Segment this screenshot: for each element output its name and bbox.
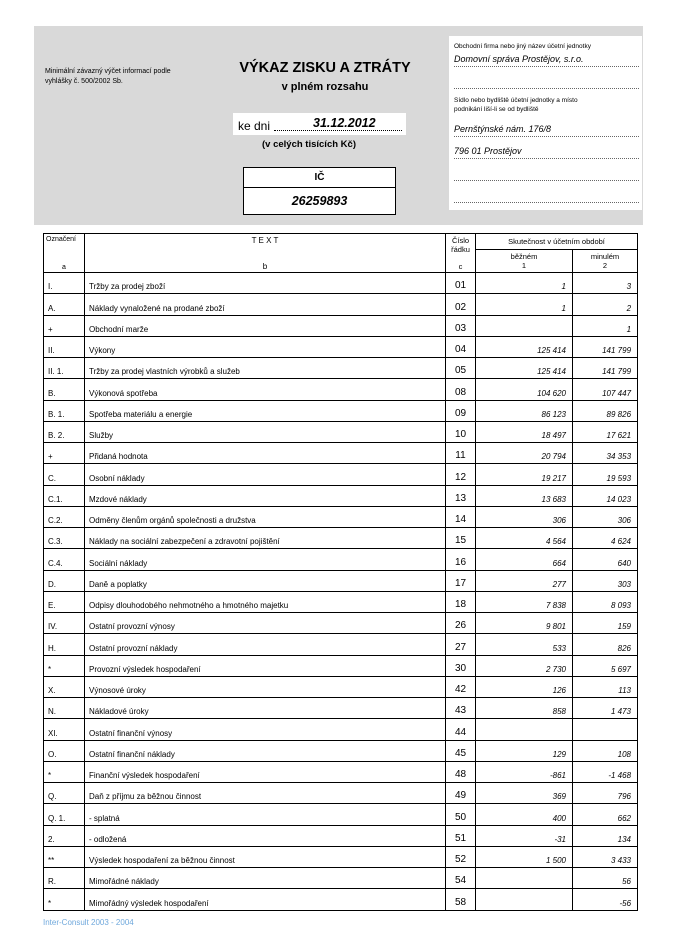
row-oznaceni: N.: [44, 698, 85, 719]
header-col-c: c: [458, 262, 463, 271]
row-previous-period: 4 624: [573, 528, 638, 549]
table-row: [44, 570, 638, 591]
row-number: 58: [446, 889, 476, 910]
table-row: [44, 443, 638, 464]
header-oznaceni-label: Označení: [46, 236, 76, 243]
row-number: 09: [446, 400, 476, 421]
row-previous-period: 3 433: [573, 846, 638, 867]
row-text: Mimořádný výsledek hospodaření: [85, 889, 446, 910]
row-number: 08: [446, 379, 476, 400]
row-number: 43: [446, 698, 476, 719]
table-row: [44, 761, 638, 782]
document-title: VÝKAZ ZISKU A ZTRÁTY: [239, 60, 411, 76]
table-row: [44, 485, 638, 506]
row-number: 50: [446, 804, 476, 825]
row-current-period: [476, 889, 573, 910]
table-row: [44, 273, 638, 294]
table-row: [44, 379, 638, 400]
ic-value: 26259893: [291, 194, 348, 208]
row-number: 14: [446, 506, 476, 527]
row-number: 27: [446, 634, 476, 655]
row-current-period: 129: [476, 740, 573, 761]
row-text: Nákladové úroky: [85, 698, 446, 719]
row-current-period: 1: [476, 294, 573, 315]
row-number: 01: [446, 273, 476, 294]
row-current-period: 369: [476, 783, 573, 804]
row-text: Obchodní marže: [85, 315, 446, 336]
row-current-period: 7 838: [476, 591, 573, 612]
row-text: Tržby za prodej zboží: [85, 273, 446, 294]
date-dotted-line: [274, 130, 402, 131]
row-oznaceni: XI.: [44, 719, 85, 740]
header-oznaceni: [44, 234, 85, 273]
row-previous-period: 134: [573, 825, 638, 846]
row-previous-period: 1 473: [573, 698, 638, 719]
table-row: [44, 846, 638, 867]
row-previous-period: 141 799: [573, 358, 638, 379]
row-number: 51: [446, 825, 476, 846]
row-previous-period: 2: [573, 294, 638, 315]
row-current-period: 9 801: [476, 613, 573, 634]
row-oznaceni: C.3.: [44, 528, 85, 549]
row-previous-period: 1: [573, 315, 638, 336]
row-current-period: 19 217: [476, 464, 573, 485]
row-previous-period: 640: [573, 549, 638, 570]
row-current-period: [476, 719, 573, 740]
row-oznaceni: 2.: [44, 825, 85, 846]
row-text: Odpisy dlouhodobého nehmotného a hmotného majetku: [85, 591, 446, 612]
table-row: [44, 528, 638, 549]
row-previous-period: 19 593: [573, 464, 638, 485]
row-number: 26: [446, 613, 476, 634]
dotted-line: [454, 66, 639, 67]
row-previous-period: 89 826: [573, 400, 638, 421]
row-oznaceni: R.: [44, 868, 85, 889]
row-oznaceni: D.: [44, 570, 85, 591]
header-bezne-label: běžném: [510, 252, 538, 261]
table-row: [44, 315, 638, 336]
row-text: Výnosové úroky: [85, 676, 446, 697]
row-number: 45: [446, 740, 476, 761]
row-text: Sociální náklady: [85, 549, 446, 570]
table-row: [44, 400, 638, 421]
table-row: [44, 464, 638, 485]
row-number: 02: [446, 294, 476, 315]
table-row: [44, 336, 638, 357]
table-row: [44, 719, 638, 740]
row-number: 16: [446, 549, 476, 570]
row-number: 17: [446, 570, 476, 591]
row-current-period: 125 414: [476, 336, 573, 357]
units-note: (v celých tisících Kč): [262, 139, 356, 150]
table-row: [44, 421, 638, 442]
row-oznaceni: E.: [44, 591, 85, 612]
row-oznaceni: +: [44, 443, 85, 464]
row-number: 12: [446, 464, 476, 485]
header-minule-label: minulém: [590, 252, 620, 261]
firm-name-label: Obchodní firma nebo jiný název účetní jednotky: [454, 43, 591, 50]
row-text: Ostatní finanční náklady: [85, 740, 446, 761]
header-col-1: 1: [521, 261, 527, 270]
row-text: Ostatní finanční výnosy: [85, 719, 446, 740]
row-oznaceni: B. 1.: [44, 400, 85, 421]
row-oznaceni: II. 1.: [44, 358, 85, 379]
row-oznaceni: I.: [44, 273, 85, 294]
dotted-line: [454, 180, 639, 181]
header-cislo-label: Číslo řádku: [451, 236, 470, 254]
row-current-period: 664: [476, 549, 573, 570]
table-row: [44, 634, 638, 655]
row-text: Služby: [85, 421, 446, 442]
row-number: 54: [446, 868, 476, 889]
row-text: Výkony: [85, 336, 446, 357]
row-number: 52: [446, 846, 476, 867]
row-current-period: 104 620: [476, 379, 573, 400]
firm-city-value: 796 01 Prostějov: [454, 146, 522, 156]
row-current-period: 277: [476, 570, 573, 591]
header-text: [85, 234, 446, 273]
table-row: [44, 506, 638, 527]
row-oznaceni: B. 2.: [44, 421, 85, 442]
row-current-period: 86 123: [476, 400, 573, 421]
row-previous-period: 107 447: [573, 379, 638, 400]
row-number: 18: [446, 591, 476, 612]
row-current-period: 533: [476, 634, 573, 655]
row-oznaceni: **: [44, 846, 85, 867]
row-number: 30: [446, 655, 476, 676]
row-number: 05: [446, 358, 476, 379]
row-previous-period: 113: [573, 676, 638, 697]
row-text: Osobní náklady: [85, 464, 446, 485]
row-previous-period: 108: [573, 740, 638, 761]
footer-credit: Inter-Consult 2003 - 2004: [43, 918, 134, 927]
row-text: Náklady na sociální zabezpečení a zdravotní pojištění: [85, 528, 446, 549]
row-oznaceni: *: [44, 761, 85, 782]
row-previous-period: 34 353: [573, 443, 638, 464]
table-row: [44, 825, 638, 846]
row-previous-period: 14 023: [573, 485, 638, 506]
row-current-period: 13 683: [476, 485, 573, 506]
header-minule: [573, 250, 638, 273]
row-oznaceni: *: [44, 889, 85, 910]
row-previous-period: 826: [573, 634, 638, 655]
table-row: [44, 783, 638, 804]
row-text: Výkonová spotřeba: [85, 379, 446, 400]
row-current-period: 400: [476, 804, 573, 825]
row-oznaceni: IV.: [44, 613, 85, 634]
row-current-period: 125 414: [476, 358, 573, 379]
row-previous-period: [573, 719, 638, 740]
table-row: [44, 889, 638, 910]
firm-name-value: Domovní správa Prostějov, s.r.o.: [454, 54, 584, 64]
ic-box: [243, 167, 396, 215]
row-oznaceni: X.: [44, 676, 85, 697]
header-col-a: a: [62, 264, 66, 271]
row-text: - splatná: [85, 804, 446, 825]
document-subtitle: v plném rozsahu: [281, 81, 369, 93]
row-text: Výsledek hospodaření za běžnou činnost: [85, 846, 446, 867]
header-col-b: b: [262, 262, 268, 271]
row-current-period: [476, 868, 573, 889]
legal-note: Minimální závazný výčet informací podle vyhlášky č. 500/2002 Sb.: [45, 68, 171, 85]
dotted-line: [454, 136, 639, 137]
row-oznaceni: Q.: [44, 783, 85, 804]
row-number: 15: [446, 528, 476, 549]
header-text-label: T E X T: [251, 236, 279, 245]
row-text: Odměny členům orgánů společnosti a družstva: [85, 506, 446, 527]
table-row: [44, 804, 638, 825]
header-bezne: [476, 250, 573, 273]
row-current-period: 20 794: [476, 443, 573, 464]
row-previous-period: 17 621: [573, 421, 638, 442]
row-number: 04: [446, 336, 476, 357]
row-text: Provozní výsledek hospodaření: [85, 655, 446, 676]
header-cislo: [446, 234, 476, 273]
row-text: Ostatní provozní náklady: [85, 634, 446, 655]
row-number: 44: [446, 719, 476, 740]
row-oznaceni: C.4.: [44, 549, 85, 570]
table-row: [44, 698, 638, 719]
row-current-period: 18 497: [476, 421, 573, 442]
row-text: Daň z příjmu za běžnou činnost: [85, 783, 446, 804]
row-text: Tržby za prodej vlastních výrobků a služeb: [85, 358, 446, 379]
row-previous-period: 796: [573, 783, 638, 804]
date-label: ke dni: [238, 119, 271, 133]
row-oznaceni: O.: [44, 740, 85, 761]
row-text: - odložená: [85, 825, 446, 846]
dotted-line: [454, 158, 639, 159]
row-current-period: -31: [476, 825, 573, 846]
firm-box: [449, 36, 642, 210]
row-text: Mzdové náklady: [85, 485, 446, 506]
row-oznaceni: +: [44, 315, 85, 336]
table-row: [44, 549, 638, 570]
table-row: [44, 591, 638, 612]
row-previous-period: 141 799: [573, 336, 638, 357]
row-previous-period: 56: [573, 868, 638, 889]
dotted-line: [454, 88, 639, 89]
table-row: [44, 676, 638, 697]
row-text: Daně a poplatky: [85, 570, 446, 591]
row-number: 42: [446, 676, 476, 697]
row-previous-period: 303: [573, 570, 638, 591]
row-current-period: 306: [476, 506, 573, 527]
row-number: 49: [446, 783, 476, 804]
row-text: Ostatní provozní výnosy: [85, 613, 446, 634]
row-text: Přidaná hodnota: [85, 443, 446, 464]
firm-seat-label: Sídlo nebo bydliště účetní jednotky a místo podnikání liší-li se od bydliště: [454, 97, 578, 113]
ic-label: IČ: [244, 168, 395, 188]
row-oznaceni: B.: [44, 379, 85, 400]
row-previous-period: 306: [573, 506, 638, 527]
row-current-period: 1 500: [476, 846, 573, 867]
row-oznaceni: C.: [44, 464, 85, 485]
row-previous-period: 8 093: [573, 591, 638, 612]
row-oznaceni: A.: [44, 294, 85, 315]
table-row: [44, 740, 638, 761]
row-oznaceni: C.2.: [44, 506, 85, 527]
row-previous-period: 159: [573, 613, 638, 634]
table-row: [44, 358, 638, 379]
firm-street-value: Pernštýnské nám. 176/8: [454, 124, 552, 134]
row-previous-period: -56: [573, 889, 638, 910]
header-col-2: 2: [602, 261, 608, 270]
table-row: [44, 613, 638, 634]
row-number: 10: [446, 421, 476, 442]
row-current-period: 4 564: [476, 528, 573, 549]
row-text: Mimořádné náklady: [85, 868, 446, 889]
income-statement-table: [43, 233, 638, 911]
row-current-period: -861: [476, 761, 573, 782]
row-oznaceni: II.: [44, 336, 85, 357]
table-row: [44, 868, 638, 889]
date-value: 31.12.2012: [313, 116, 376, 130]
row-current-period: 1: [476, 273, 573, 294]
row-oznaceni: C.1.: [44, 485, 85, 506]
row-current-period: [476, 315, 573, 336]
header-skutecnost: Skutečnost v účetním období: [476, 234, 638, 250]
row-current-period: 126: [476, 676, 573, 697]
row-number: 48: [446, 761, 476, 782]
table-row: [44, 294, 638, 315]
row-oznaceni: Q. 1.: [44, 804, 85, 825]
table-row: [44, 655, 638, 676]
row-oznaceni: *: [44, 655, 85, 676]
row-previous-period: 5 697: [573, 655, 638, 676]
date-box: [233, 113, 406, 135]
row-current-period: 858: [476, 698, 573, 719]
row-number: 11: [446, 443, 476, 464]
row-text: Spotřeba materiálu a energie: [85, 400, 446, 421]
row-oznaceni: H.: [44, 634, 85, 655]
row-current-period: 2 730: [476, 655, 573, 676]
row-number: 03: [446, 315, 476, 336]
dotted-line: [454, 202, 639, 203]
row-previous-period: 3: [573, 273, 638, 294]
row-text: Náklady vynaložené na prodané zboží: [85, 294, 446, 315]
row-number: 13: [446, 485, 476, 506]
row-previous-period: 662: [573, 804, 638, 825]
row-text: Finanční výsledek hospodaření: [85, 761, 446, 782]
row-previous-period: -1 468: [573, 761, 638, 782]
